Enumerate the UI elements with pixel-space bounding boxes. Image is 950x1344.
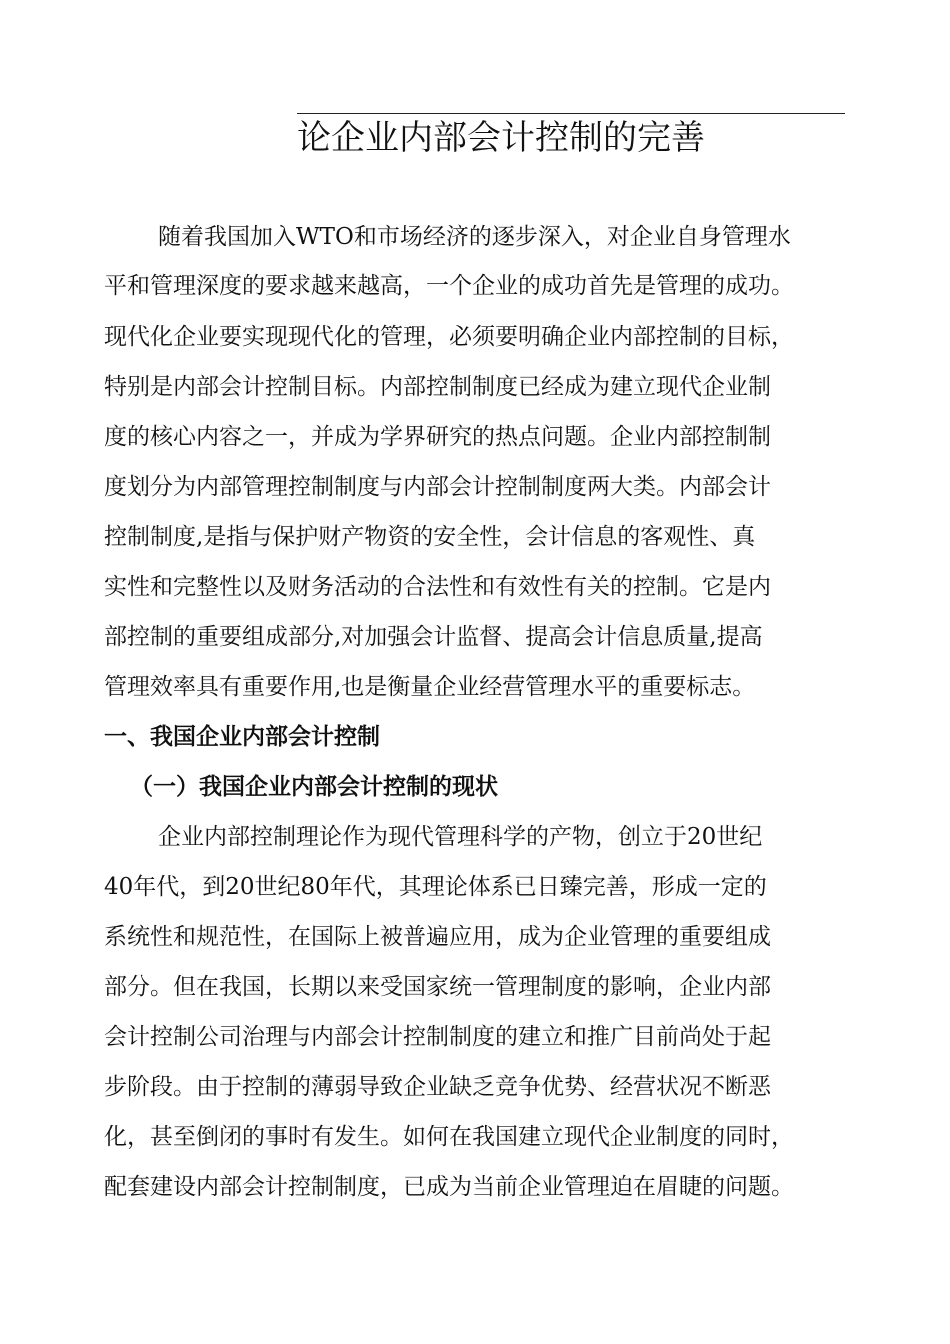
section-heading: 一、我国企业内部会计控制 [104, 724, 380, 750]
paragraph-line: 度的核心内容之一，并成为学界研究的热点问题。企业内部控制制 [104, 424, 771, 450]
paragraph-line: 部分。但在我国，长期以来受国家统一管理制度的影响，企业内部 [104, 974, 771, 1000]
paragraph-line: 平和管理深度的要求越来越高，一个企业的成功首先是管理的成功。 [104, 273, 794, 299]
paragraph-line: 部控制的重要组成部分,对加强会计监督、提高会计信息质量,提高 [104, 624, 763, 650]
paragraph-line: 特别是内部会计控制目标。内部控制制度已经成为建立现代企业制 [104, 374, 771, 400]
paragraph-line: 控制制度,是指与保护财产物资的安全性，会计信息的客观性、真 [104, 524, 756, 550]
document-title: 论企业内部会计控制的完善 [297, 118, 705, 158]
paragraph-line: 度划分为内部管理控制制度与内部会计控制制度两大类。内部会计 [104, 474, 771, 500]
paragraph-line: 化，甚至倒闭的事时有发生。如何在我国建立现代企业制度的同时， [104, 1124, 794, 1150]
paragraph-line: 随着我国加入WTO和市场经济的逐步深入，对企业自身管理水 [158, 224, 791, 250]
paragraph-line: 会计控制公司治理与内部会计控制制度的建立和推广目前尚处于起 [104, 1024, 771, 1050]
paragraph-line: 现代化企业要实现现代化的管理，必须要明确企业内部控制的目标， [104, 324, 794, 350]
paragraph-line: 实性和完整性以及财务活动的合法性和有效性有关的控制。它是内 [104, 574, 771, 600]
paragraph-line: 配套建设内部会计控制制度，已成为当前企业管理迫在眉睫的问题。 [104, 1174, 794, 1200]
paragraph-line: 步阶段。由于控制的薄弱导致企业缺乏竞争优势、经营状况不断恶 [104, 1074, 771, 1100]
subsection-heading: （一）我国企业内部会计控制的现状 [130, 774, 498, 800]
paragraph-line: 系统性和规范性，在国际上被普遍应用，成为企业管理的重要组成 [104, 924, 771, 950]
paragraph-line: 企业内部控制理论作为现代管理科学的产物，创立于20世纪 [158, 824, 763, 850]
paragraph-line: 40年代，到20世纪80年代，其理论体系已日臻完善，形成一定的 [104, 874, 767, 900]
paragraph-line: 管理效率具有重要作用,也是衡量企业经营管理水平的重要标志。 [104, 674, 756, 700]
